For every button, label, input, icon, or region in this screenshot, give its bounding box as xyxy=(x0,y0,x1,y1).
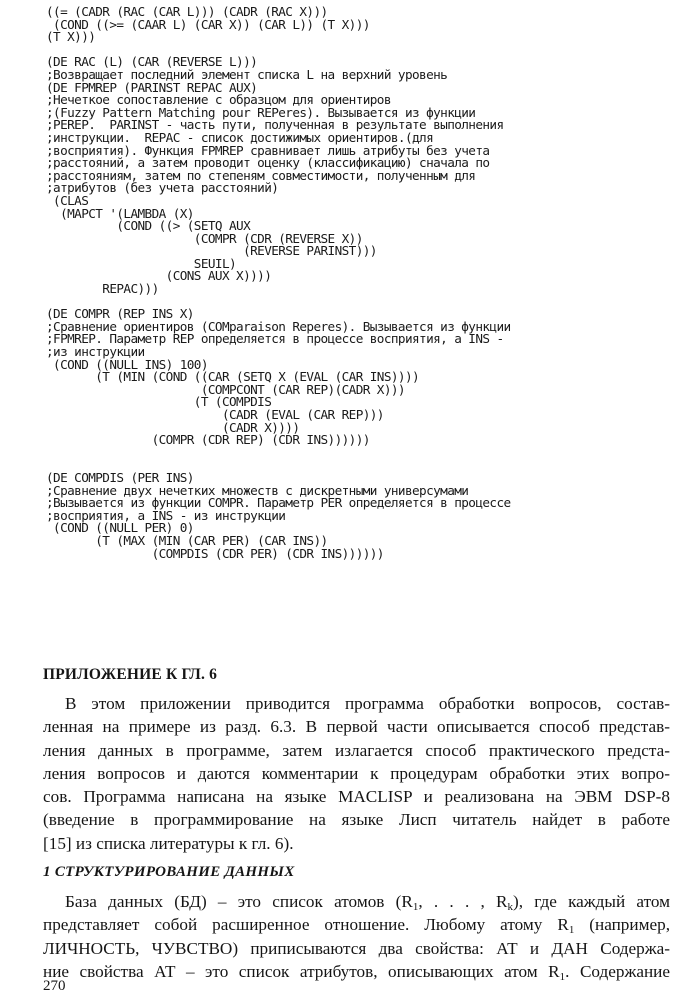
code-line: ;(Fuzzy Pattern Matching pour REPeres). Вызывается из функции xyxy=(46,104,476,120)
code-line: ((= (CADR (RAC (CAR L))) (CADR (RAC X))) xyxy=(46,4,328,19)
code-line: ;расстояний, а затем проводит оценку (классификацию) сначала по xyxy=(46,155,490,171)
code-line: (COMPDIS (CDR PER) (CDR INS)))))) xyxy=(46,545,384,561)
code-line: ;восприятия). Функция FPMREP сравнивает лишь атрибуты без учета xyxy=(46,142,490,158)
code-line xyxy=(46,447,698,460)
code-line: (COMPR (CDR (REVERSE X)) xyxy=(46,230,363,246)
lisp-code-listing xyxy=(46,6,698,560)
code-line: (DE FPMREP (PARINST REPAC AUX) xyxy=(46,79,258,95)
code-line: (T X))) xyxy=(46,29,96,45)
page-number: 270 xyxy=(43,978,66,994)
appendix-heading: ПРИЛОЖЕНИЕ К ГЛ. 6 xyxy=(43,666,218,683)
paragraph-line: ления вопросов и даются комментарии к процедурам обработки этих вопро- xyxy=(43,763,670,783)
code-line: REPAC))) xyxy=(46,281,159,297)
intro-paragraph xyxy=(43,692,670,855)
database-paragraph xyxy=(43,890,670,983)
code-line: (DE COMPR (REP INS X) xyxy=(46,306,194,322)
paragraph-line: ленная на примере из разд. 6.3. В первой части описывается способ представ- xyxy=(43,717,670,737)
paragraph-line: сов. Программа написана на языке MACLISP и реализована на ЭВМ DSP-8 xyxy=(43,787,670,807)
code-line: (DE COMPDIS (PER INS) xyxy=(46,469,194,485)
code-line: (COND ((NULL PER) 0) xyxy=(46,520,194,536)
paragraph-line: [15] из списка литературы к гл. 6). xyxy=(43,833,294,853)
code-line: (COND ((NULL INS) 100) xyxy=(46,356,208,372)
code-line: (CADR (EVAL (CAR REP))) xyxy=(46,407,384,422)
code-line: (MAPCT '(LAMBDA (X) xyxy=(46,205,194,221)
code-line: ;FPMREP. Параметр REP определяется в процессе восприятия, а INS - xyxy=(46,331,504,347)
code-line: (REVERSE PARINST))) xyxy=(46,243,377,259)
code-line: (T (MAX (MIN (CAR PER) (CAR INS)) xyxy=(46,532,328,548)
paragraph-line: База данных (БД) – это список атомов ($R_1$, . . . , $R_k$), где каждый атом xyxy=(65,892,670,913)
paragraph-line: ЛИЧНОСТЬ, ЧУВСТВО) приписываются два свойства: АТ и ДАН Содержа- xyxy=(43,938,670,958)
paragraph-line: ние свойства АТ – это список атрибутов, описывающих атом $R_1$. Содержание xyxy=(43,961,670,983)
code-line: (COMPR (CDR REP) (CDR INS)))))) xyxy=(46,432,370,448)
code-line: (T (COMPDIS xyxy=(46,394,272,410)
code-line: (CONS AUX X)))) xyxy=(46,268,272,284)
code-line: ;из инструкции xyxy=(46,344,145,360)
code-line: (CADR X)))) xyxy=(46,419,300,435)
code-line: ;Возвращает последний элемент списка L на верхний уровень xyxy=(46,66,448,82)
code-line: (CLAS xyxy=(46,192,89,208)
code-line: ;Сравнение ориентиров (COMparaison Reperes). Вызывается из функции xyxy=(46,318,511,334)
code-line: ;восприятия, а INS - из инструкции xyxy=(46,507,286,523)
code-line: ;PEREP. PARINST - часть пути, полученная в результате выполнения xyxy=(46,117,504,133)
code-line: ;Вызывается из функции COMPR. Параметр PER определяется в процессе xyxy=(46,495,511,511)
paragraph-line: ления данных в программе, затем излагается способ практического предста- xyxy=(43,740,670,760)
paragraph-line: В этом приложении приводится программа обработки вопросов, состав- xyxy=(65,694,670,713)
code-line: (COND ((> (SETQ AUX xyxy=(46,218,251,234)
paragraph-line: (введение в программирование на языке Лисп читатель найдет в работе xyxy=(43,810,670,830)
code-line: ;Сравнение двух нечетких множеств с дискретными универсумами xyxy=(46,482,469,498)
code-line: ;атрибутов (без учета расстояний) xyxy=(46,180,279,196)
section-subheading: 1 СТРУКТУРИРОВАНИЕ ДАННЫХ xyxy=(43,864,295,880)
code-line: (COND ((>= (CAAR L) (CAR X)) (CAR L)) (T X))) xyxy=(46,16,370,32)
code-line: (COMPCONT (CAR REP)(CADR X))) xyxy=(46,381,405,397)
code-line: ;расстояниям, затем по степеням совместимости, полученным для xyxy=(46,167,476,183)
paragraph-line: представляет собой расширенное отношение. Любому атому $R_1$ (например, xyxy=(43,915,670,937)
code-line: ;инструкции. REPAC - список достижимых ориентиров.(для xyxy=(46,129,434,145)
code-line: (DE RAC (L) (CAR (REVERSE L))) xyxy=(46,54,258,70)
code-line: (T (MIN (COND ((CAR (SETQ X (EVAL (CAR INS)))) xyxy=(46,369,420,385)
code-line: SEUIL) xyxy=(46,255,237,271)
code-line: ;Нечеткое сопоставление с образцом для ориентиров xyxy=(46,92,391,108)
